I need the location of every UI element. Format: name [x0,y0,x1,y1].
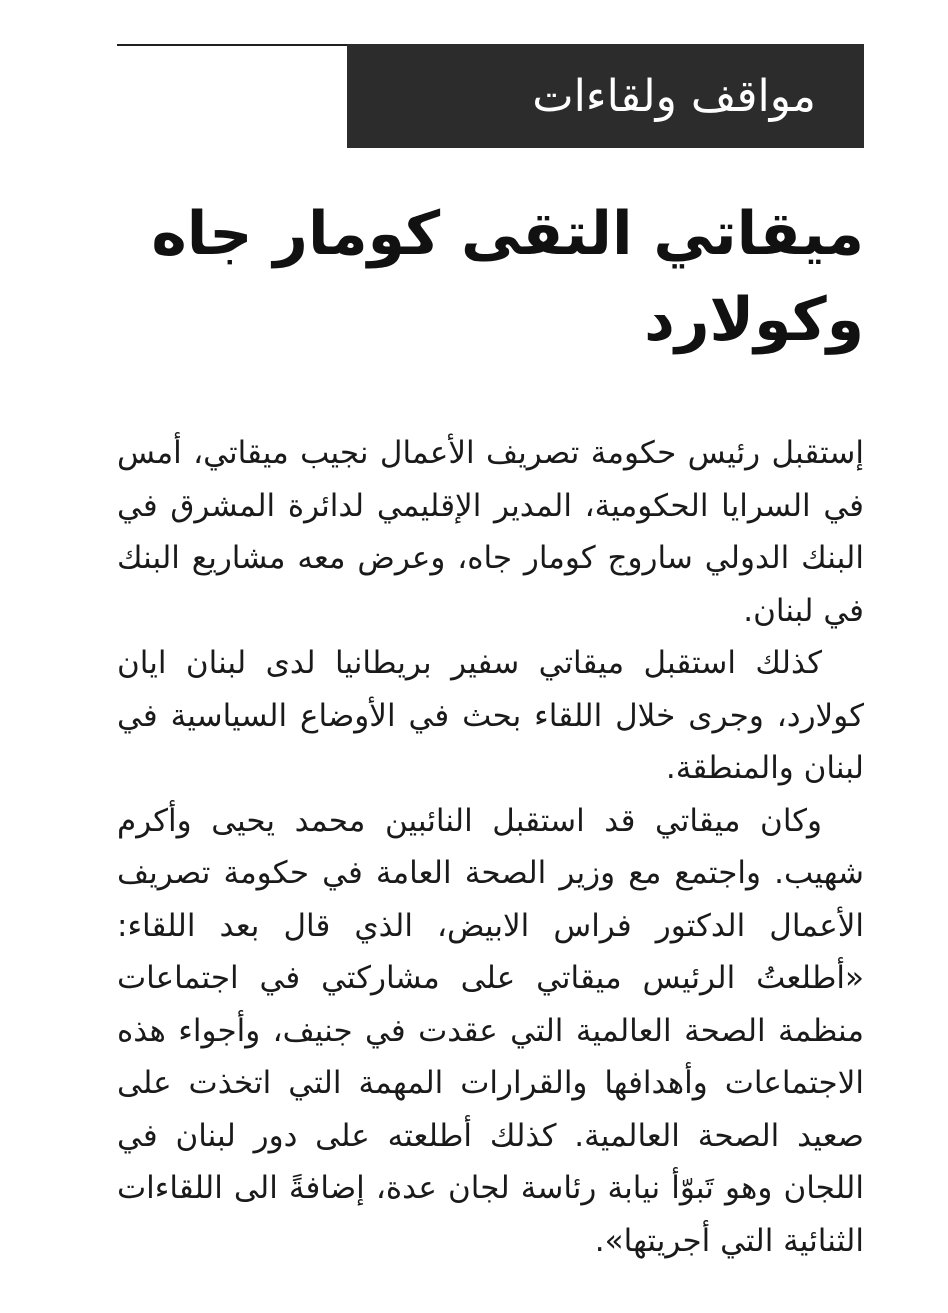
top-divider [117,44,350,46]
article-paragraph: وكان ميقاتي قد استقبل النائبين محمد يحيى وأكرم شهيب. واجتمع مع وزير الصحة العامة في حكومة تصريف الأعمال الدكتور فراس الابيض، الذي قال بعد اللقاء: «أطلعتُ الرئيس ميقاتي على مشاركتي في اجتماعات منظمة الصحة العالمية التي عقدت في جنيف، وأجواء هذه الاجتماعات وأهدافها والقرارات المهمة التي اتخذت على صعيد الصحة العالمية. كذلك أطلعته على دور لبنان في اللجان وهو تَبوّأ نيابة رئاسة لجان عدة، إضافةً الى اللقاءات الثنائية التي أجريتها». [117,802,864,1259]
article-paragraph: إستقبل رئيس حكومة تصريف الأعمال نجيب ميقاتي، أمس في السرايا الحكومية، المدير الإقليمي لدائرة المشرق في البنك الدولي ساروج كومار جاه، وعرض معه مشاريع البنك في لبنان. [117,435,864,629]
section-banner [347,44,864,148]
article-page [117,44,864,1304]
article-paragraph: كذلك استقبل ميقاتي سفير بريطانيا لدى لبنان ايان كولارد، وجرى خلال اللقاء بحث في الأوضاع السياسية في لبنان والمنطقة. [117,645,864,786]
section-label: مواقف ولقاءات [532,70,816,122]
article-body [117,427,864,1267]
article-headline: ميقاتي التقى كومار جاه وكولارد [151,199,864,355]
